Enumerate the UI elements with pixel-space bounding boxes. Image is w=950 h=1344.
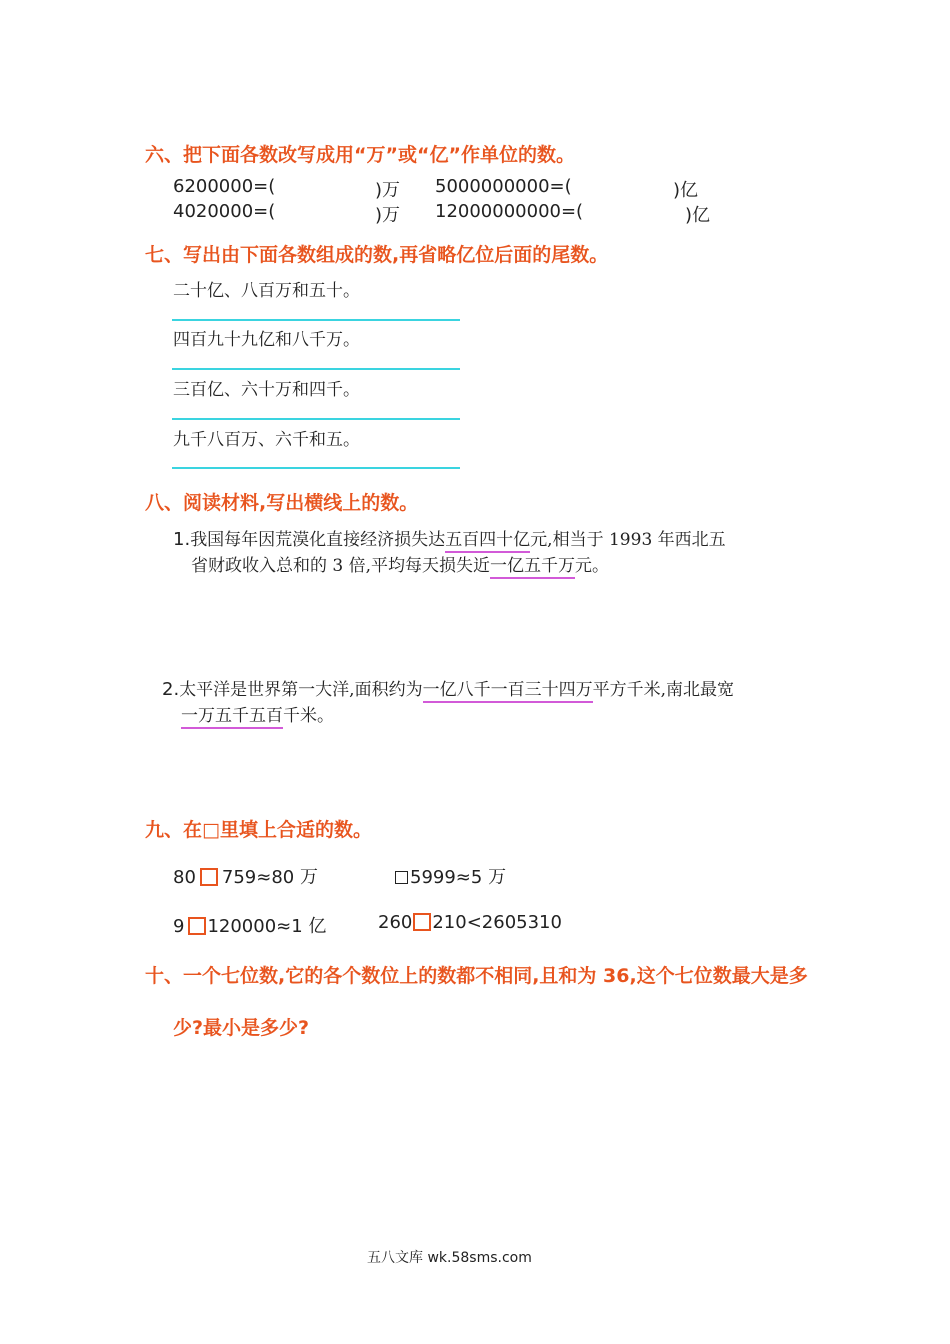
fill-box[interactable] — [188, 917, 206, 935]
exercise-9-1a: 80 759≈80 万 — [173, 867, 318, 888]
fill-box[interactable] — [200, 868, 218, 886]
answer-line — [172, 319, 460, 321]
exercise-7-item: 四百九十九亿和八千万。 — [173, 330, 360, 350]
underlined-number: 一亿八千一百三十四万 — [423, 680, 593, 703]
exercise-6-1-left: 6200000=( — [173, 176, 276, 197]
exercise-9-2b: 260 210<2605310 — [378, 912, 562, 933]
reading-2-line-2: 一万五千五百千米。 — [181, 701, 334, 726]
underlined-number: 一亿五千万 — [490, 556, 575, 579]
section-8-title: 八、阅读材料,写出横线上的数。 — [145, 492, 419, 514]
section-6-title: 六、把下面各数改写成用“万”或“亿”作单位的数。 — [145, 144, 575, 166]
exercise-7-item: 九千八百万、六千和五。 — [173, 430, 360, 450]
reading-1-line-1: 1.我国每年因荒漠化直接经济损失达五百四十亿元,相当于 1993 年西北五 — [173, 525, 726, 550]
exercise-6-1-right: 5000000000=( — [435, 176, 572, 197]
item-number: 2. — [162, 679, 180, 700]
section-10-title-line-2: 少?最小是多少? — [173, 1017, 310, 1039]
section-7-title: 七、写出由下面各数组成的数,再省略亿位后面的尾数。 — [145, 244, 609, 266]
exercise-6-2-left: 4020000=( — [173, 201, 276, 222]
exercise-6-2-right: 12000000000=( — [435, 201, 584, 222]
exercise-6-2-left-unit: )万 — [375, 205, 401, 226]
exercise-7-item: 三百亿、六十万和四千。 — [173, 380, 360, 400]
section-10-title-line-1: 十、一个七位数,它的各个数位上的数都不相同,且和为 36,这个七位数最大是多 — [145, 965, 808, 987]
underlined-number: 一万五千五百 — [181, 706, 283, 729]
exercise-9-2a: 9 120000≈1 亿 — [173, 916, 327, 937]
underlined-number: 五百四十亿 — [445, 530, 530, 553]
exercise-7-item: 二十亿、八百万和五十。 — [173, 281, 360, 301]
exercise-6-2-right-unit: )亿 — [685, 205, 711, 226]
fill-box[interactable] — [395, 871, 408, 884]
exercise-6-1-right-unit: )亿 — [673, 180, 699, 201]
reading-2-line-1: 2.太平洋是世界第一大洋,面积约为一亿八千一百三十四万平方千米,南北最宽 — [162, 675, 734, 700]
exercise-6-1-left-unit: )万 — [375, 180, 401, 201]
footer-watermark: 五八文库 wk.58sms.com — [367, 1250, 532, 1266]
answer-line — [172, 368, 460, 370]
fill-box[interactable] — [413, 913, 431, 931]
reading-1-line-2: 省财政收入总和的 3 倍,平均每天损失近一亿五千万元。 — [191, 551, 609, 576]
section-9-title: 九、在□里填上合适的数。 — [145, 819, 372, 841]
exercise-9-1b: 5999≈5 万 — [395, 863, 506, 889]
item-number: 1. — [173, 529, 191, 550]
answer-line — [172, 467, 460, 469]
answer-line — [172, 418, 460, 420]
